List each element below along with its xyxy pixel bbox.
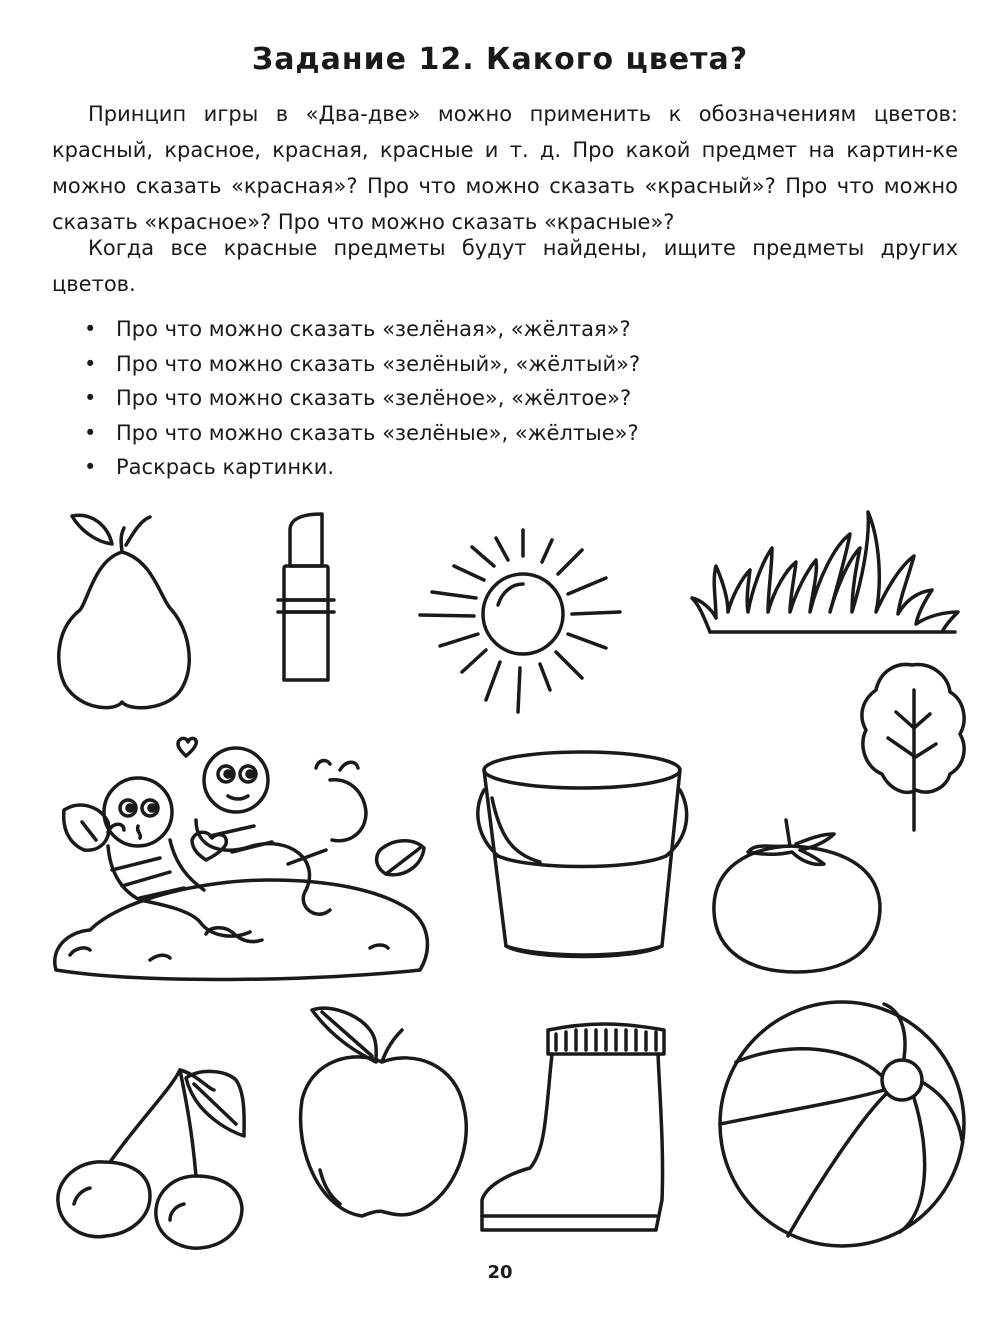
second-paragraph: Когда все красные предметы будут найдены, ищите предметы других цветов. xyxy=(52,236,958,296)
cherries-icon xyxy=(58,1070,244,1248)
bucket-icon xyxy=(478,752,687,957)
tomato-icon xyxy=(714,820,880,972)
bullet-dot: • xyxy=(84,351,97,376)
bullet-dot: • xyxy=(84,420,97,445)
bullet-dot: • xyxy=(84,455,97,479)
pear-icon xyxy=(59,515,189,707)
boot-icon xyxy=(482,1024,664,1230)
ball-icon xyxy=(720,1002,964,1246)
list-item-text: Про что можно сказать «зелёная», «жёлтая»? xyxy=(116,317,631,341)
apple-icon xyxy=(301,1008,467,1216)
page-number: 20 xyxy=(487,1262,513,1283)
page-title: Задание 12. Какого цвета? xyxy=(251,42,749,77)
bullet-dot: • xyxy=(84,317,97,341)
leaf-icon xyxy=(862,664,964,830)
grass-icon xyxy=(692,512,958,632)
bullet-dot: • xyxy=(84,386,97,410)
list-item-text: Про что можно сказать «зелёный», «жёлтый»? xyxy=(116,351,641,376)
worms-icon xyxy=(55,738,428,979)
lipstick-icon xyxy=(278,514,334,680)
list-item-text: Про что можно сказать «зелёное», «жёлтое»? xyxy=(116,386,632,410)
intro-paragraph: Принцип игры в «Два-две» можно применить к обозначениям цветов: красный, красное, красная, красные и т. д. Про какой предмет на картин-ке можно сказать «красная»? Про что можно сказать «красный»? Про что можно сказать «красное»? Про что можно сказать «красные»? xyxy=(52,102,958,234)
list-item-text: Раскрась картинки. xyxy=(116,455,335,479)
sun-icon xyxy=(420,530,620,712)
list-item-text: Про что можно сказать «зелёные», «жёлтые»? xyxy=(116,420,639,445)
